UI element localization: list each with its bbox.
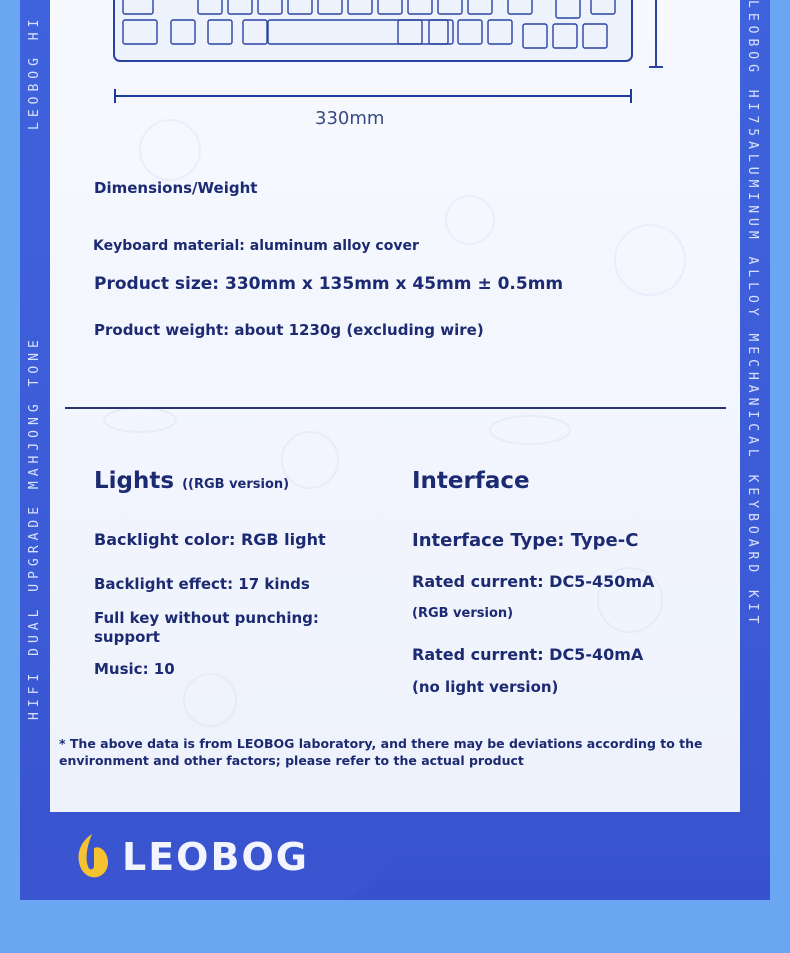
music-text: Music: 10 [94, 660, 175, 678]
interface-type: Interface Type: Type-C [412, 530, 639, 551]
lights-heading-text: Lights [94, 468, 175, 494]
width-label: 330mm [315, 108, 385, 129]
full-key-line1: Full key without punching: [94, 609, 319, 627]
keyboard-diagram [113, 0, 673, 70]
current-rgb: Rated current: DC5-450mA [412, 572, 655, 591]
footnote-line2: environment and other factors; please refer to the actual product [59, 753, 524, 768]
astronaut-pattern [50, 0, 740, 812]
full-key-line2: support [94, 628, 160, 646]
lights-heading [94, 468, 289, 494]
side-tagline-right: LEOBOG HI75ALUMINUM ALLOY MECHANICAL KEYBOARD KIT [745, 0, 760, 629]
footnote-line1: * The above data is from LEOBOG laboratory, and there may be deviations according to the [59, 736, 703, 751]
brand-logo-text: LEOBOG [122, 835, 309, 879]
size-text: Product size: 330mm x 135mm x 45mm ± 0.5mm [94, 274, 564, 294]
current-rgb-note: (RGB version) [412, 606, 514, 621]
side-tagline-left-top: LEOBOG HI [27, 14, 42, 130]
dimension-line [114, 95, 632, 97]
leobog-mark-icon [72, 832, 112, 882]
current-nolight: Rated current: DC5-40mA [412, 645, 644, 664]
dimensions-heading: Dimensions/Weight [94, 179, 258, 197]
material-text: Keyboard material: aluminum alloy cover [93, 238, 419, 254]
backlight-color: Backlight color: RGB light [94, 530, 326, 549]
backlight-effect: Backlight effect: 17 kinds [94, 575, 310, 593]
spec-panel [50, 0, 740, 812]
weight-text: Product weight: about 1230g (excluding wire) [94, 321, 484, 339]
dimension-tick-right [630, 89, 632, 103]
interface-heading: Interface [412, 468, 530, 494]
side-tagline-left: HIFI DUAL UPGRADE MAHJONG TONE [27, 335, 42, 720]
current-nolight-note: (no light version) [412, 678, 559, 696]
lights-heading-note: ((RGB version) [182, 477, 290, 492]
dimension-tick-left [114, 89, 116, 103]
brand-logo [72, 832, 309, 882]
section-divider [65, 407, 726, 409]
